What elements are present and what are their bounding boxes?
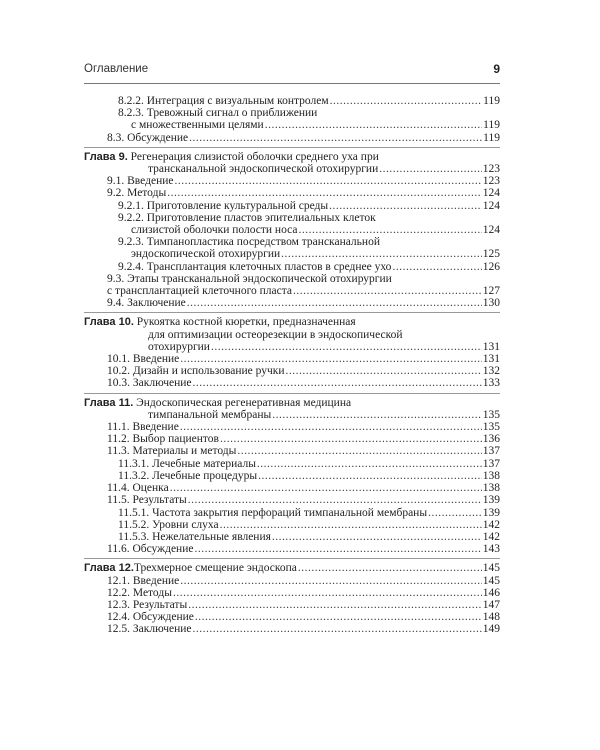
dot-leader (265, 119, 482, 131)
toc-entry-text: 9.1. Введение (107, 175, 174, 188)
toc-subsection[interactable] (84, 236, 500, 260)
dot-leader (258, 470, 482, 482)
dot-leader (187, 297, 482, 309)
chapter-label: Глава 12. (84, 562, 134, 575)
toc-page-number: 139 (482, 494, 500, 507)
toc-page-number: 149 (482, 623, 500, 636)
toc-entry-text: Эндоскопическая регенеративная медицина (136, 396, 352, 409)
toc-entry-text: Регенерация слизистой оболочки среднего уха при (130, 150, 379, 163)
toc-page-number: 136 (482, 433, 500, 446)
chapter-label: Глава 10. (84, 316, 134, 329)
toc-page-number: 137 (482, 445, 500, 458)
toc-subsection[interactable] (84, 212, 500, 236)
toc-subsection[interactable] (84, 507, 500, 519)
toc-section[interactable] (84, 175, 500, 187)
toc-subsection[interactable] (84, 200, 500, 212)
toc-page-number: 132 (482, 365, 500, 378)
toc-page-number: 138 (482, 482, 500, 495)
toc-entry-text: 12.4. Обсуждение (107, 611, 194, 624)
toc-chapter-title[interactable] (84, 397, 500, 421)
page-number: 9 (493, 62, 500, 76)
toc-page-number: 135 (482, 408, 500, 421)
toc-entry-text: трансканальной эндоскопической отохирургии (148, 163, 379, 176)
toc-entry-text: 12.2. Методы (107, 586, 172, 599)
toc-entry-text: 12.3. Результаты (107, 598, 188, 611)
chapter-label: Глава 9. (84, 150, 128, 163)
toc-entry-text: 11.5.1. Частота закрытия перфораций тимпанальной мембраны (118, 506, 428, 519)
toc-section[interactable] (84, 599, 500, 611)
toc-entry-text: 10.3. Заключение (107, 377, 192, 390)
dot-leader (174, 175, 481, 187)
dot-leader (188, 599, 482, 611)
dot-leader (193, 623, 482, 635)
toc-entry-text: 11.5.3. Нежелательные явления (118, 530, 271, 543)
dot-leader (180, 575, 482, 587)
dot-leader (167, 187, 482, 199)
toc-page-number: 125 (482, 248, 500, 261)
dot-leader (272, 531, 482, 543)
toc-entry-text: 11.3. Материалы и методы (107, 445, 237, 458)
toc-page-number: 139 (482, 506, 500, 519)
toc-subsection[interactable] (84, 107, 500, 131)
toc-section[interactable] (84, 494, 500, 506)
dot-leader (298, 224, 481, 236)
toc-section[interactable] (84, 421, 500, 433)
toc-entry-text: 11.5.2. Уровни слуха (118, 518, 219, 531)
toc-entry-text: 9.2.3. Тимпанопластика посредством трансканальной (118, 236, 380, 249)
toc-page-number: 123 (482, 163, 500, 176)
toc-page-number: 131 (482, 340, 500, 353)
toc-section[interactable] (84, 297, 500, 309)
toc-page-number: 147 (482, 598, 500, 611)
toc-chapter (84, 312, 500, 389)
toc-entry-text: для оптимизации остеорезекции в эндоскопической (148, 328, 403, 341)
toc-page-number: 119 (483, 119, 500, 132)
toc-entry-text: слизистой оболочки полости носа (131, 224, 298, 237)
dot-leader (330, 95, 483, 107)
toc-page-number: 138 (482, 469, 500, 482)
dot-leader (237, 445, 481, 457)
toc-subsection[interactable] (84, 470, 500, 482)
dot-leader (189, 132, 482, 144)
toc-entry-text: 11.5. Результаты (107, 494, 187, 507)
toc-page-number: 137 (482, 457, 500, 470)
toc-page-number: 124 (482, 224, 500, 237)
toc-page-number: 135 (482, 421, 500, 434)
toc-page-number: 124 (482, 199, 500, 212)
toc-page-number: 123 (482, 175, 500, 188)
toc-entry-text: 9.2.1. Приготовление культуральной среды (118, 199, 329, 212)
toc-page-number: 119 (483, 131, 500, 144)
dot-leader (188, 494, 482, 506)
toc-page-number: 146 (482, 586, 500, 599)
toc-chapter-title[interactable] (84, 316, 500, 353)
toc-group (84, 95, 500, 144)
dot-leader (293, 285, 482, 297)
toc-section[interactable] (84, 445, 500, 457)
toc-section[interactable] (84, 433, 500, 445)
toc-section[interactable] (84, 575, 500, 587)
dot-leader (194, 543, 481, 555)
toc-entry-text: с трансплантацией клеточного пласта (107, 285, 292, 298)
dot-leader (211, 341, 482, 353)
dot-leader (220, 519, 482, 531)
toc-section[interactable] (84, 623, 500, 635)
toc-subsection[interactable] (84, 519, 500, 531)
toc-entry-text: 11.3.1. Лечебные материалы (118, 457, 256, 470)
toc-entry-text: 10.2. Дизайн и использование ручки (107, 365, 285, 378)
toc-section[interactable] (84, 587, 500, 599)
toc-entry-text: 9.3. Этапы трансканальной эндоскопической отохирургии (107, 272, 392, 285)
dot-leader (180, 353, 482, 365)
toc-subsection[interactable] (84, 531, 500, 543)
table-of-contents (84, 95, 500, 636)
toc-entry-text: с множественными целями (131, 119, 264, 132)
toc-entry-text: 11.6. Обсуждение (107, 543, 194, 556)
toc-entry-text: 11.4. Оценка (107, 482, 169, 495)
toc-page-number: 133 (482, 377, 500, 390)
toc-page-number: 131 (482, 353, 500, 366)
toc-section[interactable] (84, 543, 500, 555)
toc-section[interactable] (84, 377, 500, 389)
toc-chapter (84, 393, 500, 556)
dot-leader (220, 433, 482, 445)
toc-entry-text: 8.3. Обсуждение (107, 131, 189, 144)
dot-leader (193, 377, 482, 389)
toc-chapter (84, 558, 500, 635)
toc-entry-text: 9.2.2. Приготовление пластов эпителиальных клеток (118, 211, 376, 224)
dot-leader (180, 421, 482, 433)
toc-entry-text: 9.4. Заключение (107, 297, 186, 310)
toc-page-number: 126 (482, 260, 500, 273)
toc-entry-text: 9.2.4. Трансплантация клеточных пластов в среднее ухо (118, 260, 392, 273)
dot-leader (257, 458, 482, 470)
dot-leader (281, 248, 482, 260)
dot-leader (170, 482, 482, 494)
toc-entry-text: тимпанальной мембраны (148, 408, 272, 421)
toc-section[interactable] (84, 273, 500, 297)
dot-leader (272, 409, 482, 421)
dot-leader (329, 200, 482, 212)
toc-page-number: 142 (482, 518, 500, 531)
toc-page-number: 127 (482, 285, 500, 298)
toc-chapter (84, 147, 500, 310)
toc-entry-text: 9.2. Методы (107, 187, 167, 200)
toc-entry-text: 12.1. Введение (107, 574, 180, 587)
header-rule (84, 83, 500, 84)
toc-entry-text: 11.2. Выбор пациентов (107, 433, 219, 446)
toc-entry-text: 11.3.2. Лечебные процедуры (118, 469, 258, 482)
toc-page-number: 119 (483, 95, 500, 107)
toc-subsection[interactable] (84, 95, 500, 107)
toc-entry-text: 12.5. Заключение (107, 623, 192, 636)
toc-section[interactable] (84, 365, 500, 377)
toc-subsection[interactable] (84, 458, 500, 470)
toc-entry-text: эндоскопической отохирургии (131, 248, 281, 261)
toc-chapter-title[interactable] (84, 562, 500, 574)
toc-entry-text: 11.1. Введение (107, 421, 179, 434)
toc-entry-text: 8.2.2. Интеграция с визуальным контролем (118, 95, 329, 107)
toc-entry-text: отохирургии (148, 340, 210, 353)
toc-section[interactable] (84, 482, 500, 494)
toc-page-number: 130 (482, 297, 500, 310)
toc-page-number: 143 (482, 543, 500, 556)
chapter-label: Глава 11. (84, 396, 134, 409)
toc-entry-text: Рукоятка костной кюретки, предназначенная (136, 316, 356, 329)
toc-section[interactable] (84, 353, 500, 365)
dot-leader (428, 507, 482, 519)
dot-leader (392, 261, 481, 273)
dot-leader (195, 611, 482, 623)
toc-page-number: 145 (482, 574, 500, 587)
toc-subsection[interactable] (84, 261, 500, 273)
toc-entry-text: Трехмерное смещение эндоскопа (133, 562, 297, 575)
toc-entry-text: 8.2.3. Тревожный сигнал о приближении (118, 107, 318, 120)
dot-leader (298, 562, 482, 574)
toc-section[interactable] (84, 611, 500, 623)
toc-page-number: 142 (482, 530, 500, 543)
toc-section[interactable] (84, 132, 500, 144)
toc-page-number: 145 (482, 562, 500, 575)
dot-leader (286, 365, 482, 377)
toc-page-number: 124 (482, 187, 500, 200)
toc-entry-text: 10.1. Введение (107, 353, 180, 366)
running-header-title: Оглавление (84, 63, 149, 75)
toc-chapter-title[interactable] (84, 151, 500, 175)
dot-leader (173, 587, 482, 599)
dot-leader (379, 163, 482, 175)
toc-section[interactable] (84, 187, 500, 199)
toc-page-number: 148 (482, 611, 500, 624)
running-header (84, 63, 500, 81)
